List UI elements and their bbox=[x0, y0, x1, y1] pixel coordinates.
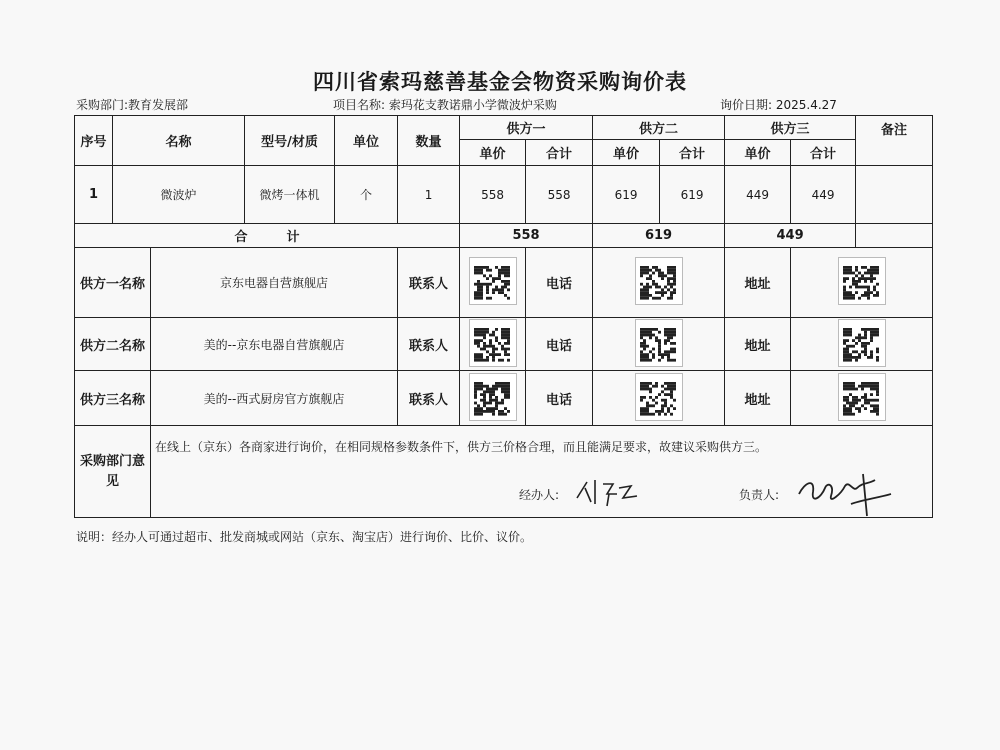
supplier2-contact-qr bbox=[460, 318, 526, 371]
supplier2-label: 供方二名称 bbox=[75, 318, 151, 371]
supplier1-address-qr bbox=[791, 248, 933, 318]
header-unit: 单位 bbox=[335, 116, 398, 166]
qr-code-icon bbox=[469, 319, 517, 367]
s2-subtotal-header: 合计 bbox=[660, 140, 725, 166]
header-remark: 备注 bbox=[856, 116, 933, 166]
opinion-cell bbox=[151, 426, 933, 518]
opinion-label: 采购部门意见 bbox=[75, 426, 151, 518]
supplier-row bbox=[75, 371, 933, 426]
supplier3-phone-qr bbox=[593, 371, 725, 426]
qr-code-icon bbox=[838, 319, 886, 367]
supplier2-phone-label: 电话 bbox=[526, 318, 593, 371]
header-qty: 数量 bbox=[398, 116, 460, 166]
supplier3-phone-label: 电话 bbox=[526, 371, 593, 426]
header-supplier1: 供方一 bbox=[460, 116, 593, 140]
supplier3-address-qr bbox=[791, 371, 933, 426]
supplier1-label: 供方一名称 bbox=[75, 248, 151, 318]
inquiry-date: 询价日期: 2025.4.27 bbox=[720, 98, 837, 112]
total-s3: 449 bbox=[725, 224, 856, 248]
header-model: 型号/材质 bbox=[245, 116, 335, 166]
table-row bbox=[75, 166, 933, 224]
row-remark bbox=[856, 166, 933, 224]
qr-code-icon bbox=[635, 319, 683, 367]
supplier3-contact-qr bbox=[460, 371, 526, 426]
row-qty: 1 bbox=[398, 166, 460, 224]
supplier1-contact-qr bbox=[460, 248, 526, 318]
supplier2-name: 美的--京东电器自营旗舰店 bbox=[151, 318, 398, 371]
s1-total: 558 bbox=[526, 166, 593, 224]
s1-subtotal-header: 合计 bbox=[526, 140, 593, 166]
inquiry-table bbox=[74, 115, 933, 518]
qr-code-icon bbox=[635, 373, 683, 421]
footer-note: 说明：经办人可通过超市、批发商城或网站（京东、淘宝店）进行询价、比价、议价。 bbox=[76, 530, 533, 544]
opinion-text: 在线上（京东）各商家进行询价，在相同规格参数条件下，供方三价格合理，而且能满足要求，故建议采购供方三。 bbox=[155, 440, 768, 454]
s2-total: 619 bbox=[660, 166, 725, 224]
qr-code-icon bbox=[469, 373, 517, 421]
purchase-dept: 采购部门:教育发展部 bbox=[76, 98, 189, 112]
supplier3-name: 美的--西式厨房官方旗舰店 bbox=[151, 371, 398, 426]
s1-price: 558 bbox=[460, 166, 526, 224]
total-label: 合 计 bbox=[75, 224, 460, 248]
s3-price: 449 bbox=[725, 166, 791, 224]
header-seq: 序号 bbox=[75, 116, 113, 166]
row-seq: 1 bbox=[75, 166, 113, 224]
s1-unit-price-header: 单价 bbox=[460, 140, 526, 166]
total-remark bbox=[856, 224, 933, 248]
page-title: 四川省索玛慈善基金会物资采购询价表 bbox=[313, 70, 687, 94]
qr-code-icon bbox=[469, 257, 517, 305]
s2-price: 619 bbox=[593, 166, 660, 224]
manager-label: 负责人: bbox=[739, 488, 780, 502]
supplier1-address-label: 地址 bbox=[725, 248, 791, 318]
total-s2: 619 bbox=[593, 224, 725, 248]
row-unit: 个 bbox=[335, 166, 398, 224]
total-s1: 558 bbox=[460, 224, 593, 248]
supplier1-phone-qr bbox=[593, 248, 725, 318]
supplier2-contact-label: 联系人 bbox=[398, 318, 460, 371]
project-name: 项目名称: 索玛花支教诺鼎小学微波炉采购 bbox=[333, 98, 557, 112]
qr-code-icon bbox=[635, 257, 683, 305]
s2-unit-price-header: 单价 bbox=[593, 140, 660, 166]
header-name: 名称 bbox=[113, 116, 245, 166]
supplier1-name: 京东电器自营旗舰店 bbox=[151, 248, 398, 318]
supplier-row bbox=[75, 248, 933, 318]
qr-code-icon bbox=[838, 373, 886, 421]
s3-subtotal-header: 合计 bbox=[791, 140, 856, 166]
supplier2-address-label: 地址 bbox=[725, 318, 791, 371]
supplier2-address-qr bbox=[791, 318, 933, 371]
header-supplier3: 供方三 bbox=[725, 116, 856, 140]
supplier2-phone-qr bbox=[593, 318, 725, 371]
supplier-row bbox=[75, 318, 933, 371]
header-supplier2: 供方二 bbox=[593, 116, 725, 140]
handler-signature bbox=[573, 474, 643, 508]
row-item-name: 微波炉 bbox=[113, 166, 245, 224]
handler-label: 经办人: bbox=[519, 488, 560, 502]
supplier1-phone-label: 电话 bbox=[526, 248, 593, 318]
supplier3-label: 供方三名称 bbox=[75, 371, 151, 426]
s3-total: 449 bbox=[791, 166, 856, 224]
supplier3-contact-label: 联系人 bbox=[398, 371, 460, 426]
manager-signature bbox=[791, 464, 901, 520]
supplier3-address-label: 地址 bbox=[725, 371, 791, 426]
qr-code-icon bbox=[838, 257, 886, 305]
row-model: 微烤一体机 bbox=[245, 166, 335, 224]
s3-unit-price-header: 单价 bbox=[725, 140, 791, 166]
supplier1-contact-label: 联系人 bbox=[398, 248, 460, 318]
